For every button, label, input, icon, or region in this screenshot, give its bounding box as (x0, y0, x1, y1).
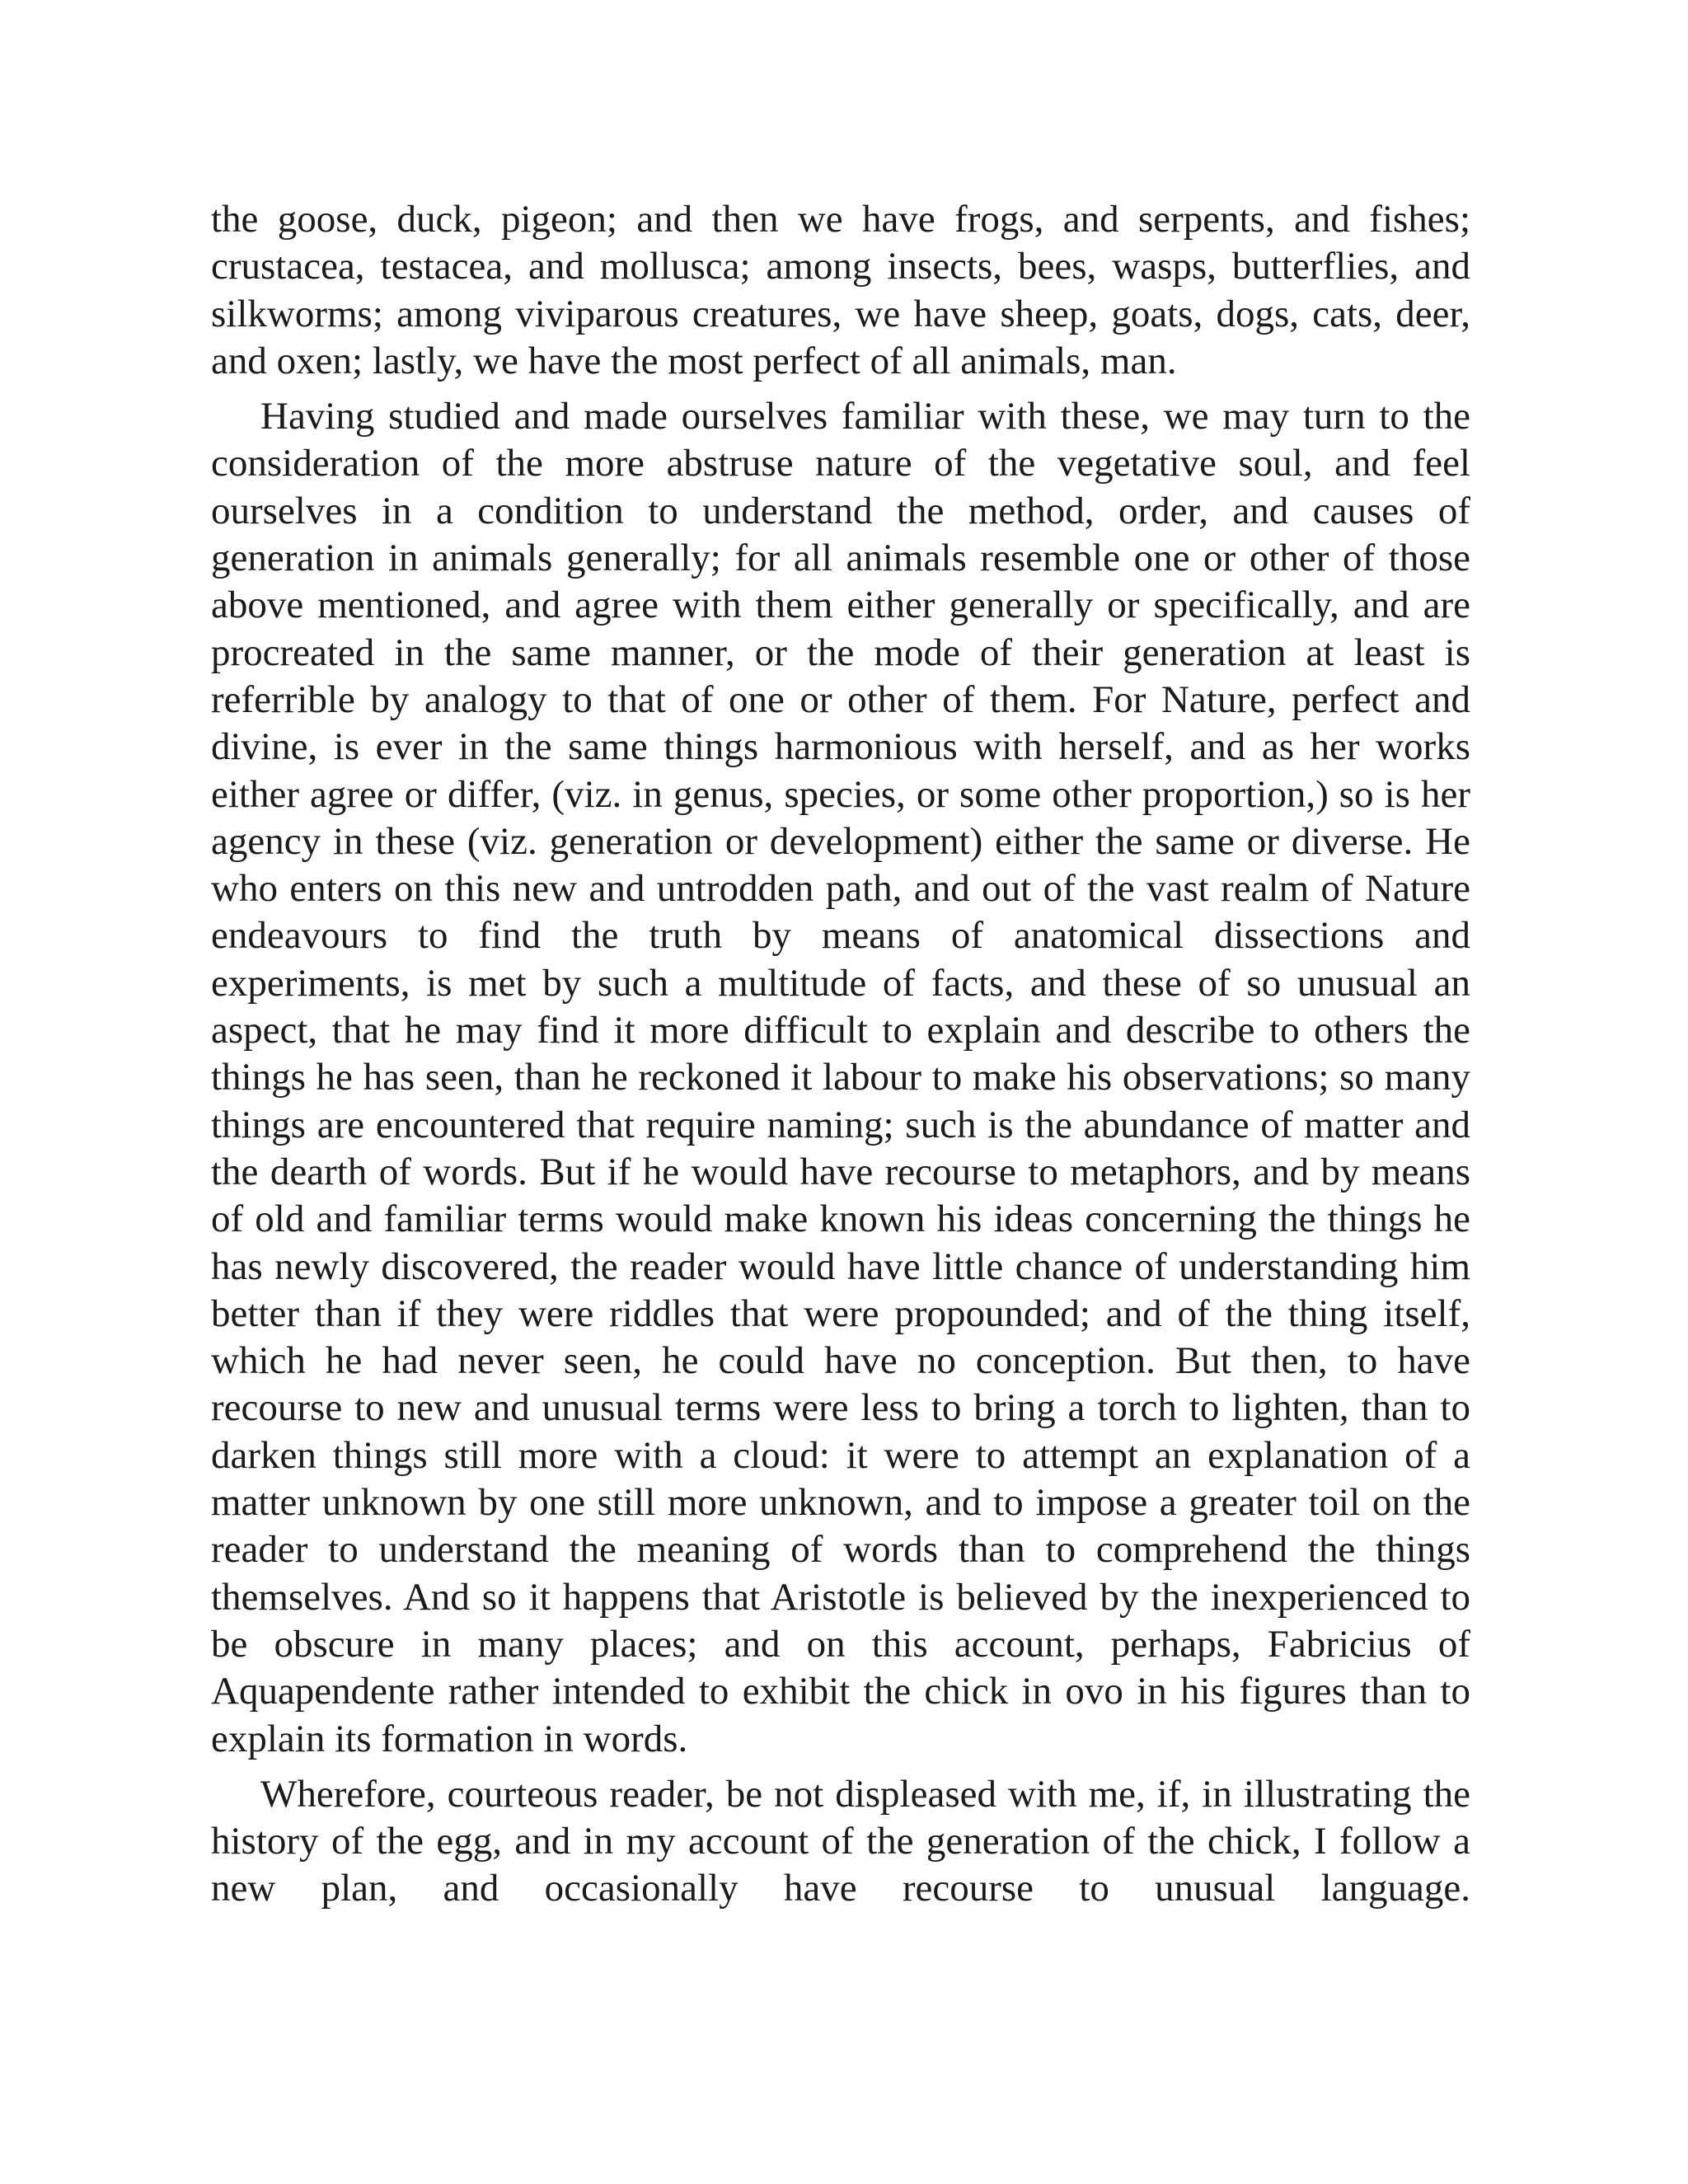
paragraph-1: the goose, duck, pigeon; and then we have frogs, and serpents, and fishes; crustacea, testacea, and mollusca; among insects, bees, wasps, butterflies, and silkworms; among viviparous creatures, we have sheep, goats, dogs, cats, deer, and oxen; lastly, we have the most perfect of all animals, man. (211, 198, 1470, 382)
page-body (211, 196, 1470, 1913)
paragraph-2: Having studied and made ourselves familiar with these, we may turn to the consideration of the more abstruse nature of the vegetative soul, and feel ourselves in a condition to understand the method, order, and causes of generation in animals generally; for all animals resemble one or other of those above mentioned, and agree with them either generally or specifically, and are procreated in the same manner, or the mode of their generation at least is referrible by analogy to that of one or other of them. For Nature, perfect and divine, is ever in the same things harmonious with herself, and as her works either agree or differ, (viz. in genus, species, or some other proportion,) so is her agency in these (viz. generation or development) either the same or diverse. He who enters on this new and untrodden path, and out of the vast realm of Nature endeavours to find the truth by means of anatomical dissections and experiments, is met by such a multitude of facts, and these of so unusual an aspect, that he may find it more difficult to explain and describe to others the things he has seen, than he reckoned it labour to make his observations; so many things are encountered that require naming; such is the abundance of matter and the dearth of words. But if he would have recourse to metaphors, and by means of old and familiar terms would make known his ideas concerning the things he has newly discovered, the reader would have little chance of understanding him better than if they were riddles that were propounded; and of the thing itself, which he had never seen, he could have no conception. But then, to have recourse to new and unusual terms were less to bring a torch to lighten, than to darken things still more with a cloud: it were to attempt an explanation of a matter unknown by one still more unknown, and to impose a greater toil on the reader to understand the meaning of words than to comprehend the things themselves. And so it happens that Aristotle is believed by the inexperienced to be obscure in many places; and on this account, perhaps, Fabricius of Aquapendente rather intended to exhibit the chick in ovo in his figures than to explain its formation in words. (211, 395, 1470, 1760)
paragraph-3: Wherefore, courteous reader, be not displeased with me, if, in illustrating the history of the egg, and in my account of the generation of the chick, I follow a new plan, and occasionally have recourse to unusual language. (211, 1772, 1470, 1910)
